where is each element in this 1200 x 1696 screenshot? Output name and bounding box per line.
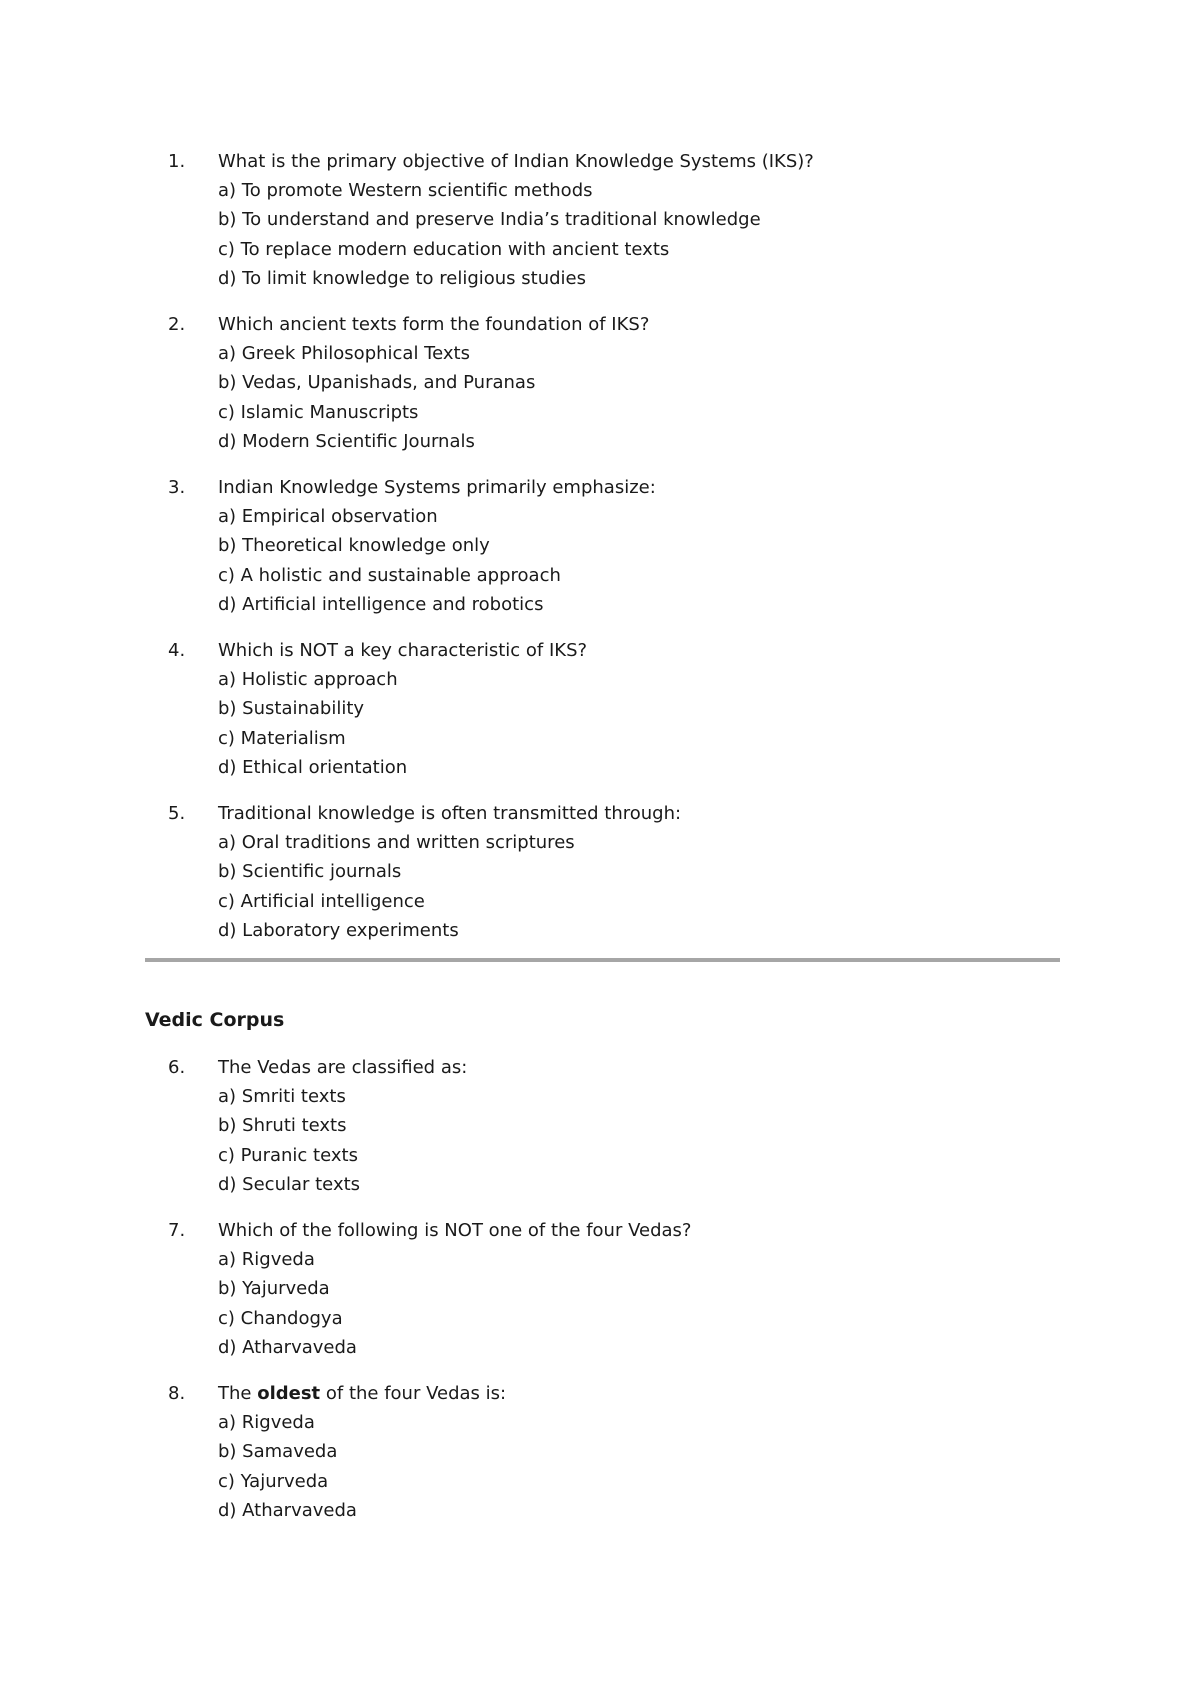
option-a: a) Rigveda [218, 1412, 315, 1433]
option-a: a) Empirical observation [218, 506, 438, 527]
option-b: b) Vedas, Upanishads, and Puranas [218, 372, 536, 394]
option-a: a) To promote Western scientific methods [218, 180, 593, 201]
option-b: b) Sustainability [218, 698, 365, 720]
option-b: b) Scientific journals [218, 861, 402, 883]
question-number: 5. [168, 803, 186, 824]
option-c: c) Materialism [218, 727, 346, 749]
question-text-emphasis: oldest [257, 1383, 321, 1404]
question-number: 4. [168, 640, 186, 661]
option-d: d) Laboratory experiments [218, 919, 459, 941]
option-c: c) A holistic and sustainable approach [218, 564, 561, 586]
option-b: b) Yajurveda [218, 1278, 330, 1300]
question-7 [0, 1216, 1200, 1362]
option-a: a) Holistic approach [218, 669, 398, 690]
question-text: Which is NOT a key characteristic of IKS? [218, 640, 588, 661]
question-number: 3. [168, 477, 186, 498]
question-text: Indian Knowledge Systems primarily emphasize: [218, 477, 656, 498]
question-text [218, 1379, 506, 1408]
question-2 [0, 310, 1200, 456]
question-text: Traditional knowledge is often transmitted through: [218, 803, 682, 824]
question-1 [0, 147, 1200, 293]
question-text-post: of the four Vedas is: [320, 1383, 507, 1404]
option-b: b) Shruti texts [218, 1115, 347, 1137]
option-d: d) Modern Scientific Journals [218, 430, 475, 452]
option-c: c) Puranic texts [218, 1144, 358, 1166]
question-text: Which of the following is NOT one of the four Vedas? [218, 1220, 692, 1241]
option-a: a) Rigveda [218, 1249, 315, 1270]
option-b: b) Samaveda [218, 1441, 338, 1463]
question-text: Which ancient texts form the foundation of IKS? [218, 314, 650, 335]
option-c: c) Islamic Manuscripts [218, 401, 419, 423]
option-a: a) Oral traditions and written scriptures [218, 832, 575, 853]
question-number: 2. [168, 314, 186, 335]
option-d: d) Atharvaveda [218, 1336, 357, 1358]
option-c: c) Artificial intelligence [218, 890, 425, 912]
option-a: a) Greek Philosophical Texts [218, 343, 470, 364]
question-4 [0, 636, 1200, 782]
question-text-pre: The [218, 1383, 258, 1404]
question-6 [0, 1053, 1200, 1199]
option-b: b) Theoretical knowledge only [218, 535, 490, 557]
question-3 [0, 473, 1200, 619]
question-text: The Vedas are classified as: [218, 1057, 468, 1078]
option-c: c) Chandogya [218, 1307, 343, 1329]
option-a: a) Smriti texts [218, 1086, 346, 1107]
question-5 [0, 799, 1200, 945]
option-c: c) To replace modern education with ancient texts [218, 238, 670, 260]
horizontal-divider [145, 958, 1060, 962]
option-b: b) To understand and preserve India’s traditional knowledge [218, 209, 761, 231]
question-text: What is the primary objective of Indian Knowledge Systems (IKS)? [218, 151, 814, 172]
option-c: c) Yajurveda [218, 1470, 329, 1492]
option-d: d) To limit knowledge to religious studies [218, 267, 586, 289]
option-d: d) Artificial intelligence and robotics [218, 593, 544, 615]
question-number: 7. [168, 1220, 186, 1241]
question-number: 6. [168, 1057, 186, 1078]
option-d: d) Ethical orientation [218, 756, 408, 778]
section-heading: Vedic Corpus [145, 1009, 285, 1031]
question-number: 1. [168, 151, 186, 172]
option-d: d) Secular texts [218, 1173, 361, 1195]
option-d: d) Atharvaveda [218, 1499, 357, 1521]
question-8 [0, 1379, 1200, 1525]
question-number: 8. [168, 1383, 186, 1404]
